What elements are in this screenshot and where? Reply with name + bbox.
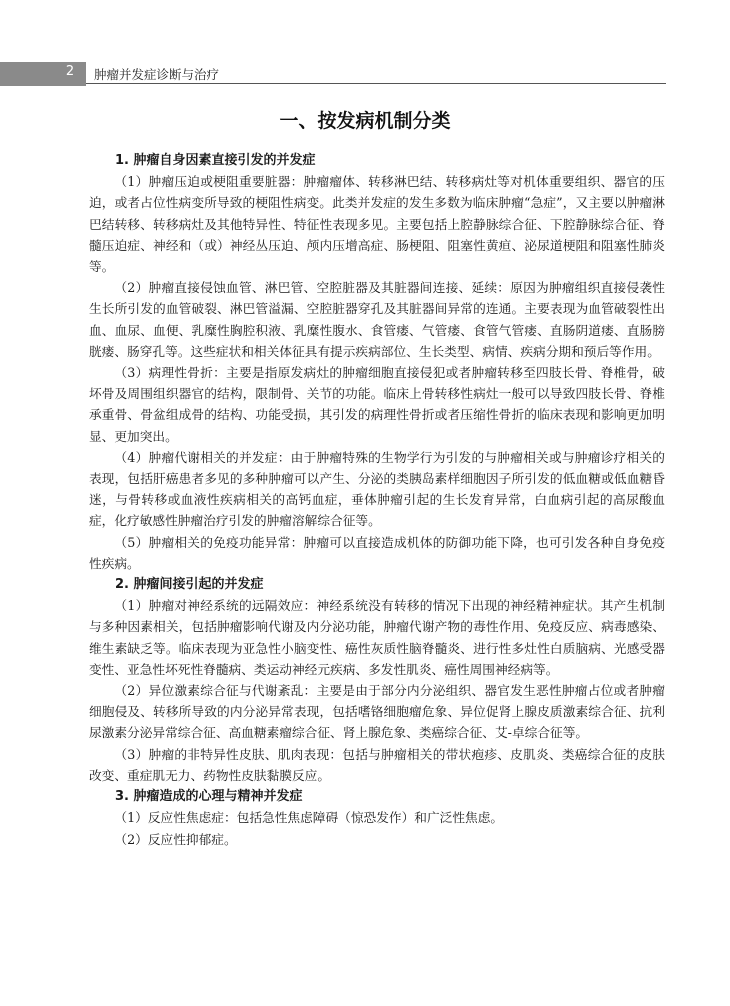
chapter-title: 一、按发病机制分类	[279, 110, 451, 132]
section-heading: 1. 肿瘤自身因素直接引发的并发症	[115, 153, 316, 168]
paragraph: （5）肿瘤相关的免疫功能异常：肿瘤可以直接造成机体的防御功能下降，也可引发各种自身免疫性疾病。	[89, 534, 665, 571]
section-heading: 2. 肿瘤间接引起的并发症	[115, 577, 264, 593]
paragraph: （4）肿瘤代谢相关的并发症：由于肿瘤特殊的生物学行为引发的与肿瘤相关或与肿瘤诊疗相关的表现，包括肝癌患者多见的多种肿瘤可以产生、分泌的类胰岛素样细胞因子所引发的低血糖或低血糖昏迷，与骨转移或血液性疾病相关的高钙血症，垂体肿瘤引起的生长发育异常，白血病引起的高尿酸血症，化疗敏感性肿瘤治疗引发的肿瘤溶解综合征等。	[89, 449, 665, 529]
page-number: 2	[65, 64, 75, 79]
body-text	[89, 150, 665, 850]
paragraph: （2）异位激素综合征与代谢紊乱：主要是由于部分内分泌组织、器官发生恶性肿瘤占位或者肿瘤细胞侵及、转移所导致的内分泌异常表现，包括嗜铬细胞瘤危象、异位促肾上腺皮质激素综合征、抗利尿激素分泌异常综合征、高血糖素瘤综合征、肾上腺危象、类癌综合征、艾-卓综合征等。	[89, 683, 665, 741]
paragraph: （3）病理性骨折：主要是指原发病灶的肿瘤细胞直接侵犯或者肿瘤转移至四肢长骨、脊椎骨，破坏骨及周围组织器官的结构，限制骨、关节的功能。临床上骨转移性病灶一般可以导致四肢长骨、脊椎承重骨、骨盆组成骨的结构、功能受损，其引发的病理性骨折或者压缩性骨折的临床表现和影响更加明显、更加突出。	[89, 365, 665, 444]
paragraph: （1）肿瘤压迫或梗阻重要脏器：肿瘤瘤体、转移淋巴结、转移病灶等对机体重要组织、器官的压迫，或者占位性病变所导致的梗阻性病变。此类并发症的发生多数为临床肿瘤“急症”，又主要以肿瘤淋巴结转移、转移病灶及其他特异性、特征性表现多见。主要包括上腔静脉综合征、下腔静脉综合征、脊髓压迫症、神经和（或）神经丛压迫、颅内压增高症、肠梗阻、阻塞性黄疸、泌尿道梗阻和阻塞性肺炎等。	[89, 174, 665, 275]
paragraph: （2）肿瘤直接侵蚀血管、淋巴管、空腔脏器及其脏器间连接、延续：原因为肿瘤组织直接侵袭性生长所引发的血管破裂、淋巴管溢漏、空腔脏器穿孔及其脏器间异常的连通。主要表现为血管破裂性出血、血尿、血便、乳糜性胸腔积液、乳糜性腹水、食管瘘、气管瘘、食管气管瘘、直肠阴道瘘、直肠膀胱瘘、肠穿孔等。这些症状和相关体征具有提示疾病部位、生长类型、病情、疾病分期和预后等作用。	[89, 280, 665, 359]
paragraph: （2）反应性抑郁症。	[114, 831, 237, 847]
paragraph: （1）肿瘤对神经系统的远隔效应：神经系统没有转移的情况下出现的神经精神症状。其产生机制与多种因素相关，包括肿瘤影响代谢及内分泌功能，肿瘤代谢产物的毒性作用、免疫反应、病毒感染、维生素缺乏等。临床表现为亚急性小脑变性、癌性灰质性脑脊髓炎、进行性多灶性白质脑病、光感受器变性、亚急性坏死性脊髓病、类运动神经元疾病、多发性肌炎、癌性周围神经病等。	[89, 598, 665, 677]
paragraph: （1）反应性焦虑症：包括急性焦虑障碍（惊恐发作）和广泛性焦虑。	[114, 810, 504, 826]
header-rule	[86, 83, 666, 84]
section-heading: 3. 肿瘤造成的心理与精神并发症	[115, 789, 303, 805]
paragraph: （3）肿瘤的非特异性皮肤、肌肉表现：包括与肿瘤相关的带状疱疹、皮肌炎、类癌综合征的皮肤改变、重症肌无力、药物性皮肤黏膜反应。	[89, 746, 665, 783]
running-title: 肿瘤并发症诊断与治疗	[94, 67, 220, 82]
